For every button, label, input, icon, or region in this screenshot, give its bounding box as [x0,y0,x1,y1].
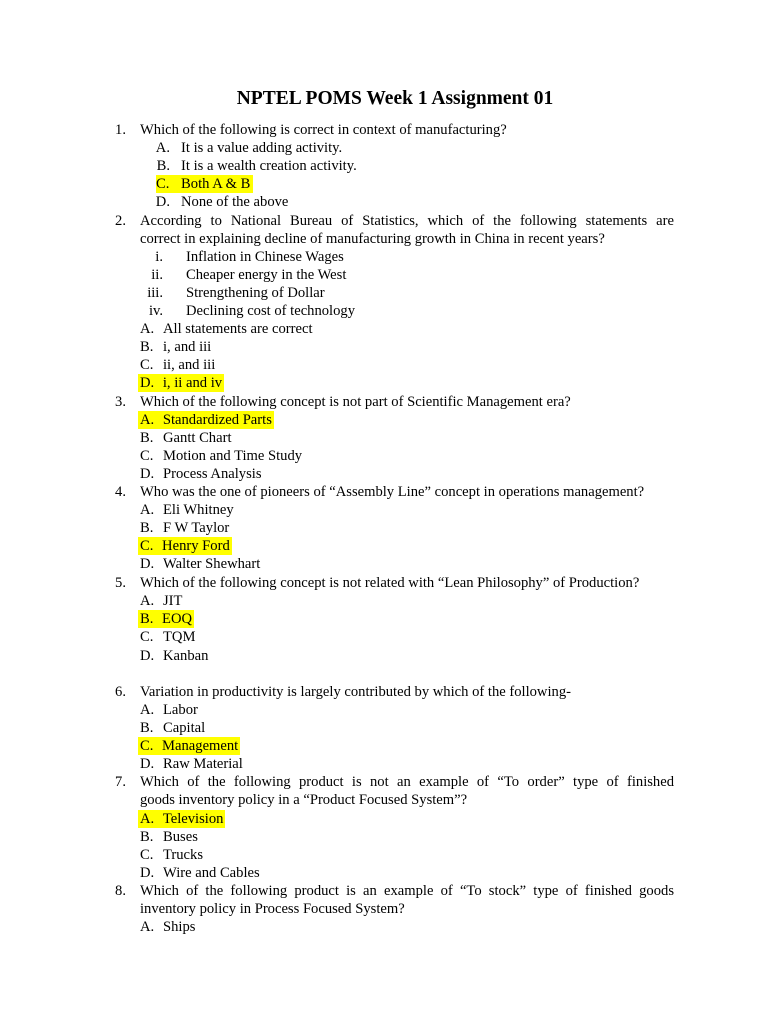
question-number: 2. [115,213,126,229]
answer-highlight [138,737,240,755]
option-text: Motion and Time Study [163,448,303,464]
option-letter: A. [140,702,155,718]
option-letter: A. [140,811,155,827]
option-letter: C. [140,448,154,464]
option-letter: A. [155,140,170,156]
option-letter: B. [140,520,154,536]
option-text: Television [162,811,224,827]
question-number: 7. [115,774,126,790]
answer-highlight [138,810,225,828]
statement-text: Declining cost of technology [186,303,356,319]
statement-text: Cheaper energy in the West [186,267,347,283]
option-letter: C. [140,847,154,863]
statement-numeral: iii. [147,285,163,301]
answer-highlight [138,610,194,628]
question-text: Which of the following is correct in context of manufacturing? [140,122,507,138]
option-letter: D. [140,756,155,772]
option-letter: C. [156,176,170,192]
option-letter: C. [140,629,154,645]
option-letter: B. [156,158,170,174]
option-text: It is a value adding activity. [181,140,343,156]
question-text-line-2: inventory policy in Process Focused System? [140,901,405,917]
option-text: ii, and iii [163,357,216,373]
option-letter: B. [140,829,154,845]
option-letter: D. [140,466,155,482]
option-text: Process Analysis [163,466,262,482]
option-text: It is a wealth creation activity. [181,158,357,174]
answer-highlight [138,537,232,555]
option-text: Management [162,738,239,754]
option-letter: A. [140,412,155,428]
option-text: Eli Whitney [163,502,234,518]
option-text: TQM [163,629,196,645]
option-text: Trucks [163,847,204,863]
question-number: 4. [115,484,126,500]
question-number: 6. [115,684,126,700]
question-text: Variation in productivity is largely contributed by which of the following- [140,684,571,700]
option-text: Raw Material [163,756,243,772]
answer-highlight [156,175,253,193]
answer-highlight [138,411,274,429]
option-letter: D. [140,648,155,664]
option-text: JIT [163,593,183,609]
question-text-line-1: Which of the following product is an example of “To stock” type of finished goods [140,883,674,899]
document-title: NPTEL POMS Week 1 Assignment 01 [236,88,554,109]
statement-text: Inflation in Chinese Wages [186,249,344,265]
option-letter: C. [140,538,154,554]
statement-numeral: iv. [148,303,163,319]
option-letter: B. [140,430,154,446]
option-text: Gantt Chart [163,430,232,446]
option-letter: A. [140,919,155,935]
option-text: Henry Ford [162,538,230,554]
option-text: Both A & B [181,176,251,192]
option-text: Labor [163,702,198,718]
option-letter: A. [140,321,155,337]
question-text: Which of the following concept is not related with “Lean Philosophy” of Production? [140,575,640,591]
option-letter: B. [140,339,154,355]
option-text: Walter Shewhart [163,556,261,572]
option-text: Kanban [163,648,209,664]
statement-text: Strengthening of Dollar [186,285,325,301]
question-text-line-2: correct in explaining decline of manufacturing growth in China in recent years? [140,231,605,247]
question-number: 5. [115,575,126,591]
option-text: EOQ [162,611,193,627]
statement-numeral: ii. [151,267,163,283]
question-number: 8. [115,883,126,899]
question-text: Which of the following concept is not part of Scientific Management era? [140,394,571,410]
option-text: F W Taylor [163,520,230,536]
option-text: All statements are correct [163,321,313,337]
option-letter: C. [140,357,154,373]
question-text: Who was the one of pioneers of “Assembly Line” concept in operations management? [140,484,645,500]
option-text: Capital [163,720,206,736]
question-text-line-1: Which of the following product is not an example of “To order” type of finished [140,774,674,790]
option-letter: B. [140,720,154,736]
question-text-line-1: According to National Bureau of Statistics, which of the following statements are [140,213,674,229]
option-letter: A. [140,502,155,518]
answer-highlight [138,374,224,392]
option-letter: B. [140,611,154,627]
option-text: Wire and Cables [163,865,260,881]
option-letter: D. [140,375,155,391]
option-text: Standardized Parts [162,412,272,428]
option-letter: A. [140,593,155,609]
question-number: 1. [115,122,126,138]
option-text: i, ii and iv [162,375,223,391]
option-letter: C. [140,738,154,754]
option-text: Ships [163,919,196,935]
statement-numeral: i. [155,249,163,265]
question-text-line-2: goods inventory policy in a “Product Focused System”? [140,792,468,808]
option-letter: D. [155,194,170,210]
option-letter: D. [140,556,155,572]
option-letter: D. [140,865,155,881]
option-text: Buses [163,829,198,845]
option-text: None of the above [181,194,289,210]
question-number: 3. [115,394,126,410]
option-text: i, and iii [163,339,212,355]
